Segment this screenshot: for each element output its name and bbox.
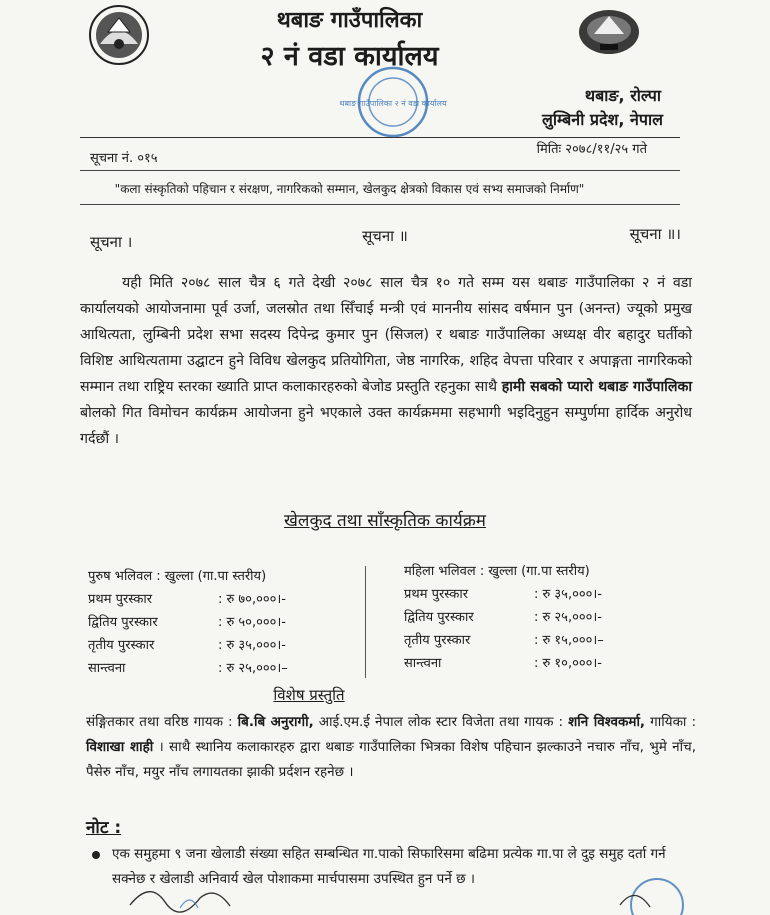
notice-heading-left: सूचना । [90, 233, 133, 251]
artist-name: विशाखा शाही [86, 739, 154, 755]
prizes-men-heading: पुरुष भलिवल : खुल्ला (गा.पा स्तरीय) [88, 569, 267, 584]
body-part2: बोलको गित विमोचन कार्यक्रम आयोजना हुने भएकाले उक्त कार्यक्रममा सहभागी भइदिनुहुन सम्पुर्णमा हार्दिक अनुरोध गर्दछौं । [80, 405, 692, 447]
prize-row: द्वितिय पुरस्कार : रु २५,०००।- [404, 610, 602, 625]
signature-scribble [120, 880, 300, 910]
body-part1: यही मिति २०७८ साल चैत्र ६ गते देखी २०७८ साल चैत्र १० गते सम्म यस थबाङ गाउँपालिका २ नं वडा कार्यालयको आयोजनामा पूर्व उर्जा, जलस्रोत तथा सिँचाई मन्त्री एवं माननीय सांसद वर्षमान पुन (अनन्त) ज्यूको प्रमुख आथित्यता, लुम्बिनी प्रदेश सभा सदस्य दिपेन्द्र कुमार पुन (सिजल) र थबाङ गाउँपालिका अध्यक्ष वीर बहादुर घर्तीको विशिष्ट आथित्यतामा उद्घाटन हुने विविध खेलकुद प्रतियोगिता, जेष्ठ नागरिक, शहिद वेपत्ता परिवार र अपाङ्गता नागरिकको सम्मान तथा राष्ट्रिय स्तरका ख्याति प्राप्त कलाकारहरुको बेजोड प्रस्तुति रहनुका साथै [80, 275, 692, 395]
special-performance-title: विशेष प्रस्तुति [273, 686, 345, 704]
notice-body [80, 270, 692, 452]
note-item: एक समुहमा ९ जना खेलाडी संख्या सहित सम्बन्धित गा.पाको सिफारिसमा बढिमा प्रत्येक गा.पा ले दुइ समुह दर्ता गर्न सक्नेछ र खेलाडी अनिवार्य खेल पोशाकमा मार्चपासमा उपस्थित हुन पर्ने छ । [112, 846, 666, 887]
bottom-stamp [615, 875, 695, 915]
song-title: हामी सबको प्यारो थबाङ गाउँपालिका [501, 379, 693, 395]
header-divider [80, 137, 680, 138]
slogan: "कला संस्कृतिको पहिचान र संरक्षण, नागरिकको सम्मान, खेलकुद क्षेत्रको विकास एवं सभ्य समाजको निर्माण" [114, 182, 585, 196]
prize-columns-divider [365, 566, 366, 678]
office-stamp [339, 64, 447, 140]
prize-row: द्वितिय पुरस्कार : रु ५०,०००।- [88, 615, 286, 630]
prize-row: सान्त्वना : रु १०,०००।- [404, 656, 602, 671]
artist-name: शनि विश्वकर्मा, [568, 714, 646, 730]
prizes-men [88, 566, 348, 681]
artist-name: बि.बि अनुरागी, [237, 714, 314, 730]
stamp-text: थबाङ गाउँपालिका २ नं वडा कार्यालय [339, 99, 447, 108]
prize-row: प्रथम पुरस्कार : रु ७०,०००।- [88, 592, 286, 607]
address-line2: लुम्बिनी प्रदेश, नेपाल [541, 110, 663, 129]
slogan-divider [80, 204, 680, 205]
notice-date: मितिः २०७८/११/२५ गते [536, 142, 647, 157]
prizes-women [404, 561, 694, 676]
notice-heading-right: सूचना ॥। [629, 225, 681, 243]
prizes-women-heading: महिला भलिवल : खुल्ला (गा.पा स्तरीय) [404, 564, 590, 579]
notice-number: सूचना नं. ०१५ [90, 151, 158, 166]
prize-row: प्रथम पुरस्कार : रु ३५,०००।- [404, 587, 602, 602]
meta-divider [80, 170, 680, 171]
office-title-line2: २ नं वडा कार्यालय [260, 41, 439, 72]
notice-heading-middle: सूचना ॥ [362, 227, 408, 245]
prize-row: तृतीय पुरस्कार : रु ३५,०००।- [88, 638, 286, 653]
special-performance-text: संङ्गितकार तथा वरिष्ठ गायक : बि.बि अनुरागी, आई.एम.ई नेपाल लोक स्टार विजेता तथा गायक : शनि विश्वकर्मा, गायिका : विशाखा शाही । साथै स्थानिय कलाकारहरु द्वारा थबाङ गाउँपालिका भित्रका विशेष पहिचान झल्काउने नचारु नाँच, भुमे नाँच, पैसेरु नाँच, मयुर नाँच लगायतका झाकी प्रर्दशन रहनेछ । [86, 714, 697, 780]
program-section-title: खेलकुद तथा साँस्कृतिक कार्यक्रम [284, 511, 486, 531]
bullet-icon [92, 851, 100, 859]
office-title-line1: थबाङ गाउँपालिका [276, 8, 423, 33]
address-line1: थबाङ, रोल्पा [584, 86, 661, 105]
note-title: नोट : [86, 818, 122, 838]
prize-row: सान्त्वना : रु २५,०००।– [88, 661, 288, 676]
prize-row: तृतीय पुरस्कार : रु १५,०००।– [404, 633, 604, 648]
